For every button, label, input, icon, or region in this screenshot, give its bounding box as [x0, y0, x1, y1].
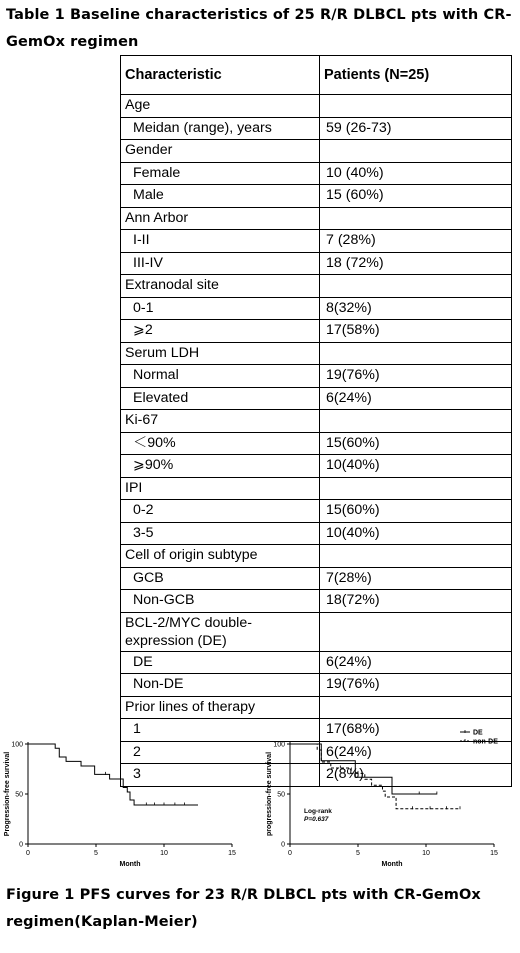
- patients-value: 7 (28%): [320, 230, 512, 253]
- characteristic-category: Extranodal site: [121, 275, 320, 298]
- patients-value: 15(60%): [320, 500, 512, 523]
- log-rank-annotation: P=0.637: [304, 816, 329, 823]
- patients-value: 18(72%): [320, 590, 512, 613]
- table-body: [121, 95, 512, 787]
- table-row: [121, 387, 512, 410]
- characteristic-subcategory: III-IV: [121, 252, 320, 275]
- patients-value: 15 (60%): [320, 185, 512, 208]
- x-axis-label: Month: [119, 861, 141, 868]
- table-row: [121, 612, 512, 651]
- table-row: [121, 162, 512, 185]
- patients-value: 59 (26-73): [320, 117, 512, 140]
- characteristic-category: Ann Arbor: [121, 207, 320, 230]
- x-tick-label: 5: [94, 850, 98, 857]
- patients-value: 17(68%): [320, 719, 512, 742]
- patients-value: [320, 275, 512, 298]
- survival-curve-all: [28, 744, 198, 805]
- patients-value: 10(40%): [320, 522, 512, 545]
- x-tick-label: 15: [490, 850, 498, 857]
- table-row: [121, 252, 512, 275]
- table-caption: Table 1 Baseline characteristics of 25 R/R DLBCL pts with CR-GemOx regimen: [6, 7, 512, 50]
- table-header-row: [121, 56, 512, 95]
- patients-value: 19(76%): [320, 365, 512, 388]
- survival-curve-non-DE: [290, 744, 460, 809]
- characteristic-subcategory: Female: [121, 162, 320, 185]
- y-tick-label: 100: [273, 741, 285, 749]
- patients-value: 8(32%): [320, 297, 512, 320]
- table-row: [121, 500, 512, 523]
- characteristic-subcategory: 0-1: [121, 297, 320, 320]
- table-row: [121, 455, 512, 478]
- table-row: [121, 117, 512, 140]
- x-tick-label: 5: [356, 850, 360, 857]
- table-row: [121, 567, 512, 590]
- table-row: [121, 365, 512, 388]
- characteristic-subcategory: 1: [121, 719, 320, 742]
- patients-value: [320, 612, 512, 651]
- characteristic-category: Ki-67: [121, 410, 320, 433]
- characteristic-category: IPI: [121, 477, 320, 500]
- characteristic-subcategory: Elevated: [121, 387, 320, 410]
- characteristic-subcategory: Male: [121, 185, 320, 208]
- patients-value: 19(76%): [320, 674, 512, 697]
- characteristic-category: Age: [121, 95, 320, 118]
- table-row: [121, 590, 512, 613]
- patients-value: 6(24%): [320, 651, 512, 674]
- y-tick-label: 50: [15, 791, 23, 799]
- patients-value: [320, 477, 512, 500]
- characteristic-subcategory: Normal: [121, 365, 320, 388]
- patients-value: [320, 140, 512, 163]
- table-row: [121, 95, 512, 118]
- x-tick-label: 15: [228, 850, 236, 857]
- log-rank-annotation: Log-rank: [304, 808, 332, 815]
- characteristic-subcategory: 3-5: [121, 522, 320, 545]
- patients-value: [320, 342, 512, 365]
- y-axis-label: progression-free survival: [266, 751, 273, 837]
- patients-value: [320, 410, 512, 433]
- patients-value: [320, 696, 512, 719]
- x-tick-label: 0: [26, 850, 30, 857]
- patients-value: 10 (40%): [320, 162, 512, 185]
- table-row: [121, 651, 512, 674]
- patients-value: 7(28%): [320, 567, 512, 590]
- characteristic-subcategory: Non-DE: [121, 674, 320, 697]
- table-row: [121, 230, 512, 253]
- characteristic-subcategory: 3: [121, 764, 320, 787]
- characteristic-subcategory: DE: [121, 651, 320, 674]
- characteristic-subcategory: 2: [121, 741, 320, 764]
- patients-value: [320, 95, 512, 118]
- patients-value: 10(40%): [320, 455, 512, 478]
- characteristic-subcategory: Non-GCB: [121, 590, 320, 613]
- table-row: [121, 342, 512, 365]
- table-row: [121, 185, 512, 208]
- characteristic-subcategory: Meidan (range), years: [121, 117, 320, 140]
- figure-caption: Figure 1 PFS curves for 23 R/R DLBCL pts with CR-GemOx regimen(Kaplan-Meier): [6, 887, 481, 930]
- table-row: [121, 297, 512, 320]
- table-row: [121, 477, 512, 500]
- table-row: [121, 140, 512, 163]
- characteristic-subcategory: ⩾90%: [121, 455, 320, 478]
- table-row: [121, 207, 512, 230]
- legend-label: non-DE: [473, 738, 498, 746]
- table-row: [121, 410, 512, 433]
- table-row: [121, 432, 512, 455]
- y-axis-label: Progression-free survival: [4, 751, 11, 837]
- patients-value: 6(24%): [320, 387, 512, 410]
- y-tick-label: 0: [19, 841, 23, 849]
- y-tick-label: 100: [11, 741, 23, 749]
- table-row: [121, 522, 512, 545]
- header-patients: Patients (N=25): [320, 56, 512, 95]
- survival-curve-DE: [290, 744, 437, 794]
- patients-value: [320, 545, 512, 568]
- pfs-chart-de-vs-nonde: [262, 722, 520, 872]
- characteristic-category: Serum LDH: [121, 342, 320, 365]
- characteristic-category: Prior lines of therapy: [121, 696, 320, 719]
- patients-value: 18 (72%): [320, 252, 512, 275]
- patients-value: 15(60%): [320, 432, 512, 455]
- table-row: [121, 674, 512, 697]
- characteristic-subcategory: I-II: [121, 230, 320, 253]
- characteristic-category: Cell of origin subtype: [121, 545, 320, 568]
- table-row: [121, 696, 512, 719]
- characteristic-subcategory: ＜90%: [121, 432, 320, 455]
- characteristic-subcategory: GCB: [121, 567, 320, 590]
- table-row: [121, 275, 512, 298]
- pfs-chart-overall: [0, 722, 258, 872]
- x-tick-label: 10: [422, 850, 430, 857]
- characteristic-subcategory: 0-2: [121, 500, 320, 523]
- patients-value: [320, 207, 512, 230]
- y-tick-label: 0: [281, 841, 285, 849]
- table-row: [121, 545, 512, 568]
- header-characteristic: Characteristic: [121, 56, 320, 95]
- table-row: [121, 320, 512, 343]
- y-tick-label: 50: [277, 791, 285, 799]
- characteristic-subcategory: ⩾2: [121, 320, 320, 343]
- x-tick-label: 0: [288, 850, 292, 857]
- patients-value: 17(58%): [320, 320, 512, 343]
- x-tick-label: 10: [160, 850, 168, 857]
- legend-label: DE: [473, 729, 483, 737]
- characteristic-category: BCL-2/MYC double-expression (DE): [121, 612, 320, 651]
- patients-value: 6(24%): [320, 741, 512, 764]
- baseline-characteristics-table: [120, 55, 512, 787]
- characteristic-category: Gender: [121, 140, 320, 163]
- x-axis-label: Month: [381, 861, 403, 868]
- patients-value: 2(8%): [320, 764, 512, 787]
